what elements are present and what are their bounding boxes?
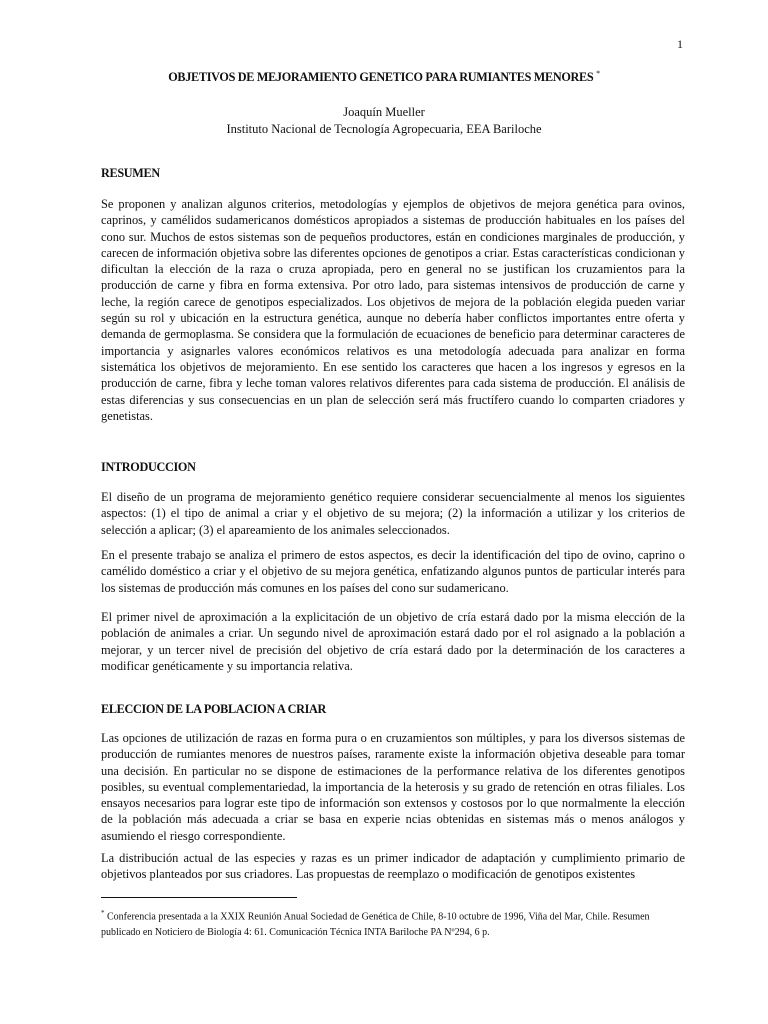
introduccion-paragraph-1: El diseño de un programa de mejoramiento genético requiere considerar secuencialmente al menos los siguientes aspectos: (1) el tipo de animal a criar y el objetivo de su mejora; (2) la información a utilizar y los criterios de selección a aplicar; (3) el apareamiento de los animales seleccionados. — [101, 490, 685, 537]
title-text: OBJETIVOS DE MEJORAMIENTO GENETICO PARA RUMIANTES MENORES — [168, 70, 594, 85]
footnote — [101, 905, 685, 941]
introduccion-paragraph-3: El primer nivel de aproximación a la explicitación de un objetivo de cría estará dado por la misma elección de la población de animales a criar. Un segundo nivel de aproximación estará dado por el rol asignado a la población a mejorar, y un tercer nivel de precisión del objetivo de cría estará dado por la determinación de los caracteres a modificar genéticamente y su importancia relativa. — [101, 610, 685, 673]
eleccion-paragraph-2: La distribución actual de las especies y razas es un primer indicador de adaptación y cumplimiento primario de objetivos planteados por sus criadores. Las propuestas de reemplazo o modificación de genotipos existentes — [101, 851, 685, 882]
section-heading-introduccion: INTRODUCCION — [101, 460, 196, 474]
introduccion-paragraph-2: En el presente trabajo se analiza el primero de estos aspectos, es decir la identificación del tipo de ovino, caprino o camélido doméstico a criar y el objetivo de su mejora genética, enfatizando algunos puntos de particular interés para los sistemas de producción más comunes en los países del cono sur sudamericano. — [101, 548, 685, 595]
section-heading-resumen: RESUMEN — [101, 166, 160, 180]
footnote-marker: * — [101, 909, 105, 917]
eleccion-paragraph-1: Las opciones de utilización de razas en forma pura o en cruzamientos son múltiples, y para los diversos sistemas de producción de rumiantes menores de nuestros países, raramente existe la información objetiva deseable para tomar una decisión. En particular no se dispone de estimaciones de la performance relativa de los diferentes genotipos posibles, su eventual complementariedad, la importancia de la heterosis y su grado de retención en otras filiales. Los ensayos necesarios para lograr este tipo de información son extensos y costosos por lo que normalmente la elección de la población más adecuada a criar se basa en experie ncias obtenidas en sistemas más o menos análogos y asumiendo el riesgo correspondiente. — [101, 731, 685, 843]
resumen-paragraph: Se proponen y analizan algunos criterios, metodologías y ejemplos de objetivos de mejora genética para ovinos, caprinos, y camélidos sudamericanos domésticos apropiados a sistemas de producción habituales en los países del cono sur. Muchos de estos sistemas son de pequeños productores, están en condiciones marginales de producción, y carecen de información objetiva sobre las diferentes opciones de genotipos a criar. Estas características condicionan y dificultan la elección de la raza o cruza apropiada, pero en general no se justifican los cruzamientos para la producción de carne y fibra en forma extensiva. Por otro lado, para sistemas intensivos de producción de carne y leche, la región carece de genotipos especializados. Los objetivos de mejora de la población elegida pueden variar según su rol y ubicación en la estructura genética, aunque no debería haber conflictos importantes entre oferta y demanda de germoplasma. Se considera que la formulación de ecuaciones de beneficio para determinar caracteres de importancia y asignarles valores económicos relativos es una metodología adecuada para analizar en forma sistemática los objetivos de mejoramiento. En ese sentido los caracteres que hacen a los ingresos y egresos en la producción de carne, fibra y leche toman valores relativos diferentes para cada sistema de producción. El análisis de estas diferencias y sus consecuencias en un plan de selección será más fructífero cuando lo comparten criadores y genetistas. — [101, 197, 685, 423]
title-footnote-marker: * — [596, 69, 600, 78]
footnote-text: Conferencia presentada a la XXIX Reunión Anual Sociedad de Genética de Chile, 8-10 octubre de 1996, Viña del Mar, Chile. Resumen publicado en Noticiero de Biología 4: 61. Comunicación Técnica INTA Bariloche PA Nº294, 6 p. — [101, 911, 650, 939]
page-number: 1 — [677, 37, 683, 51]
author-name: Joaquín Mueller — [343, 105, 425, 119]
author-block — [0, 104, 768, 138]
paper-title — [0, 69, 768, 85]
footnote-separator — [101, 897, 297, 898]
section-heading-eleccion: ELECCION DE LA POBLACION A CRIAR — [101, 702, 327, 716]
author-affiliation: Instituto Nacional de Tecnología Agropecuaria, EEA Bariloche — [226, 122, 542, 136]
